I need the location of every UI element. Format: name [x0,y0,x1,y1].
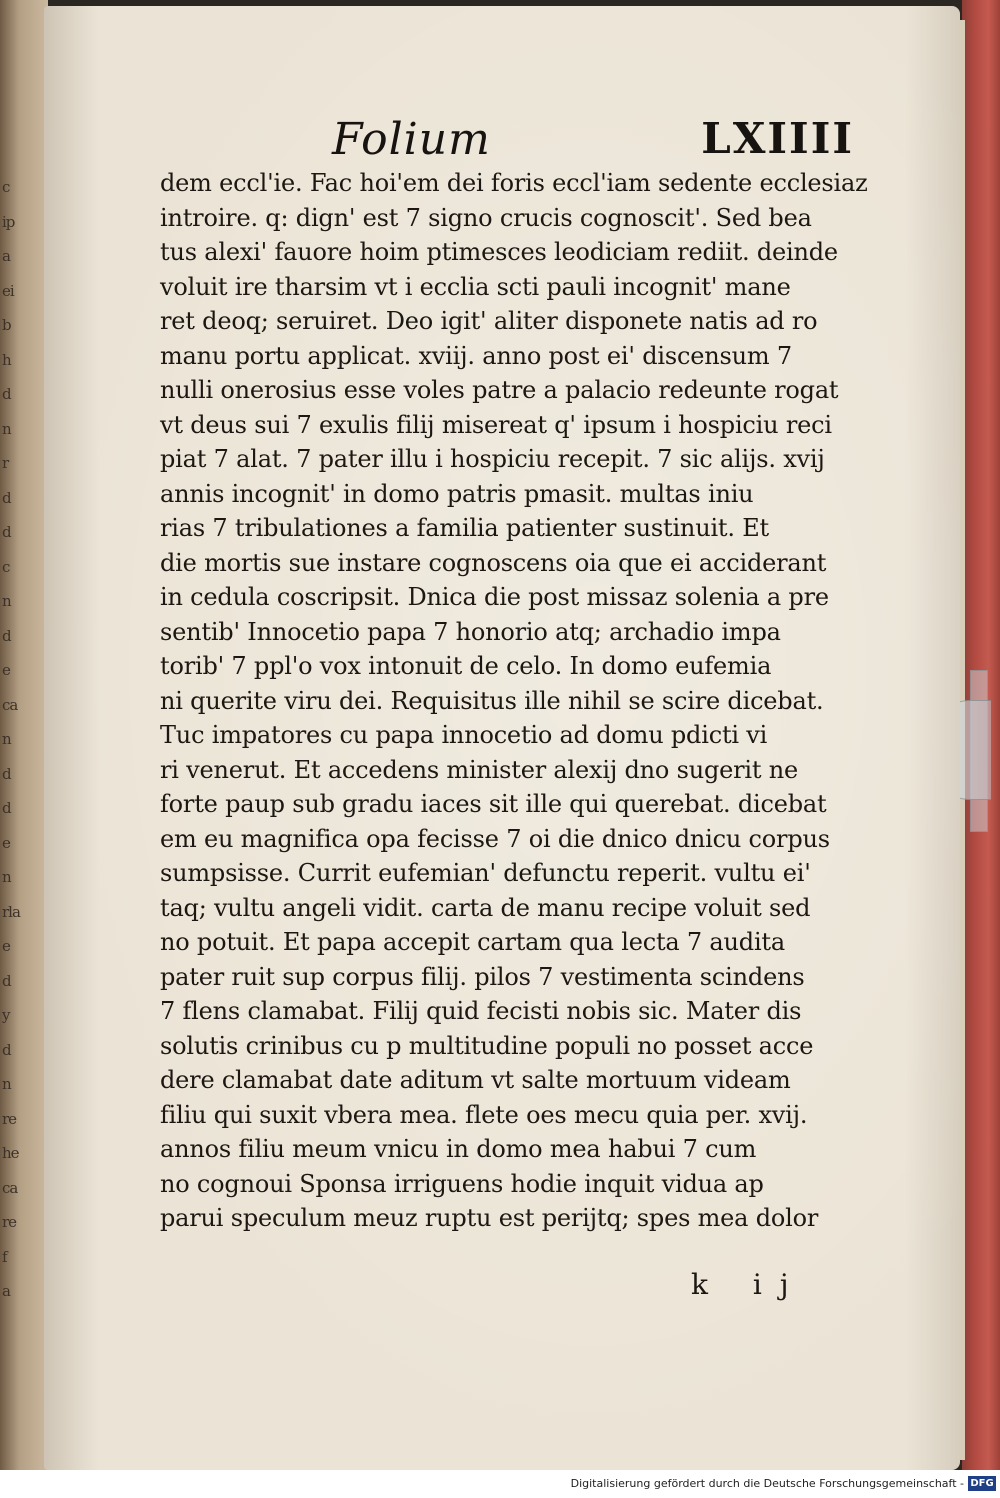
text-line: Tuc impatores cu papa innocetio ad domu pdicti vi [160,721,768,749]
text-line: no cognoui Sponsa irriguens hodie inquit vidua ap [160,1169,764,1198]
text-line: ni querite viru dei. Requisitus ille nihil se scire dicebat. [160,686,824,715]
text-line: manu portu applicat. xviij. anno post ei' discensum 7 [160,341,792,370]
text-line: filiu qui suxit vbera mea. flete oes mecu quia per. xvij. [160,1100,808,1129]
footer-bar [0,1470,1000,1498]
page-header [332,114,854,166]
text-line: nulli onerosius esse voles patre a palacio redeunte rogat [160,376,839,404]
left-page-text-fragments: c ip a ei b h d n r d d c n d e ca n d d e n rla e d y d n re he ca re f a [2,178,20,1300]
text-line: tus alexi' fauore hoim ptimesces leodiciam rediit. deinde [160,238,838,266]
text-line: parui speculum meuz ruptu est perijtq; spes mea dolor [160,1204,819,1232]
text-line: ret deoq; seruiret. Deo igit' aliter disponete natis ad ro [160,307,818,335]
left-page-edge [0,0,48,1470]
text-line: solutis crinibus cu p multitudine populi no posset acce [160,1031,814,1060]
text-line: forte paup sub gradu iaces sit ille qui querebat. dicebat [160,790,827,818]
text-line: em eu magnifica opa fecisse 7 oi die dnico dnicu corpus [160,824,830,853]
footer-credit: Digitalisierung gefördert durch die Deutsche Forschungsgemeinschaft - [570,1477,964,1490]
text-line: annos filiu meum vnicu in domo mea habui 7 cum [160,1135,757,1163]
text-line: vt deus sui 7 exulis filij misereat q' ipsum i hospiciu reci [160,410,832,439]
text-block [160,166,868,1236]
text-line: sentib' Innocetio papa 7 honorio atq; archadio impa [160,617,781,646]
text-line: introire. q: dign' est 7 signo crucis cognoscit'. Sed bea [160,203,812,232]
text-line: pater ruit sup corpus filij. pilos 7 vestimenta scindens [160,962,805,991]
book-page [44,6,960,1470]
text-line: piat 7 alat. 7 pater illu i hospiciu recepit. 7 sic alijs. xvij [160,445,825,473]
text-line: ri venerut. Et accedens minister alexij dno sugerit ne [160,755,799,784]
text-line: 7 flens clamabat. Filij quid fecisti nobis sic. Mater dis [160,997,802,1025]
text-line: dem eccl'ie. Fac hoi'em dei foris eccl'iam sedente ecclesiaz [160,169,868,197]
text-line: die mortis sue instare cognoscens oia que ei acciderant [160,548,827,577]
folio-label: Folium [332,114,491,165]
signature-mark: k ij [691,1268,807,1301]
dfg-logo: DFG [968,1476,996,1491]
text-line: in cedula coscripsit. Dnica die post missaz solenia a pre [160,583,829,611]
text-line: annis incognit' in domo patris pmasit. multas iniu [160,479,754,508]
text-line: voluit ire tharsim vt i ecclia scti pauli incognit' mane [160,272,791,301]
text-line: no potuit. Et papa accepit cartam qua lecta 7 audita [160,928,785,956]
text-line: rias 7 tribulationes a familia patienter sustinuit. Et [160,514,769,542]
text-line: taq; vultu angeli vidit. carta de manu recipe voluit sed [160,893,811,922]
text-line: dere clamabat date aditum vt salte mortuum videam [160,1066,791,1094]
folio-number: LXIIII [701,114,854,163]
text-line: torib' 7 ppl'o vox intonuit de celo. In domo eufemia [160,652,772,680]
text-line: sumpsisse. Currit eufemian' defunctu reperit. vultu ei' [160,859,811,887]
